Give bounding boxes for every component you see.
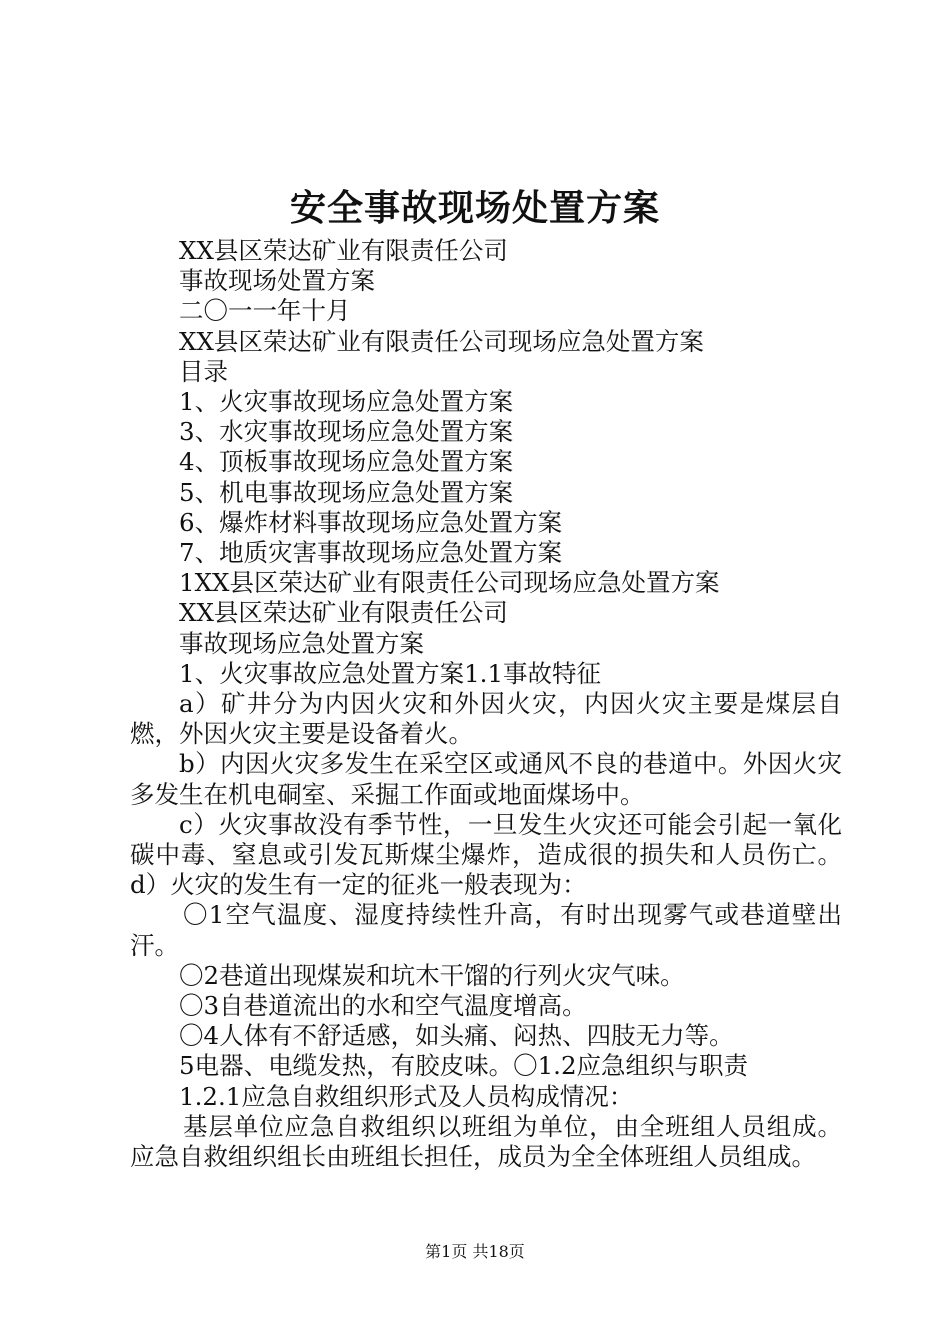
paragraph-org-heading: 1.2.1应急自救组织形式及人员构成情况： (179, 1081, 634, 1111)
toc-item: 6、爆炸材料事故现场应急处置方案 (179, 507, 563, 537)
paragraph-sign-5: 5电器、电缆发热，有胶皮味。〇1.2应急组织与职责 (179, 1051, 749, 1081)
document-title: 安全事故现场处置方案 (289, 187, 660, 229)
toc-item: 4、顶板事故现场应急处置方案 (179, 447, 514, 477)
paragraph-sign-4: 〇4人体有不舒适感，如头痛、闷热、四肢无力等。 (179, 1021, 734, 1051)
paragraph-fire-a: a）矿井分为内因火灾和外因火灾，内因火灾主要是煤层自燃，外因火灾主要是设备着火。 (130, 689, 842, 749)
paragraph-org-body: 基层单位应急自救组织以班组为单位，由全班组人员组成。应急自救组织组长由班组长担任，成员为全全体班组人员组成。 (130, 1111, 842, 1172)
paragraph-date: 二〇一一年十月 (179, 296, 351, 326)
page-footer: 第1页 共18页 (425, 1242, 525, 1261)
paragraph-sign-1: 〇1空气温度、湿度持续性升高，有时出现雾气或巷道壁出汗。 (130, 900, 842, 960)
paragraph-sign-2: 〇2巷道出现煤炭和坑木干馏的行列火灾气味。 (179, 960, 685, 990)
paragraph-sign-3: 〇3自巷道流出的水和空气温度增高。 (179, 991, 587, 1021)
paragraph-plan-name: 事故现场处置方案 (179, 266, 375, 296)
paragraph-company-name: XX县区荣达矿业有限责任公司 (179, 236, 508, 265)
paragraph-plan-title: XX县区荣达矿业有限责任公司现场应急处置方案 (179, 326, 704, 356)
toc-item: 5、机电事故现场应急处置方案 (179, 477, 514, 507)
paragraph-section-title: 1XX县区荣达矿业有限责任公司现场应急处置方案 (179, 568, 720, 598)
paragraph-company-name-2: XX县区荣达矿业有限责任公司 (179, 598, 508, 628)
paragraph-plan-name-2: 事故现场应急处置方案 (179, 628, 424, 658)
toc-item: 3、水灾事故现场应急处置方案 (179, 417, 514, 447)
paragraph-fire-b: b）内因火灾多发生在采空区或通风不良的巷道中。外因火灾多发生在机电硐室、采掘工作面或地面煤场中。 (130, 749, 842, 809)
paragraph-fire-heading: 1、火灾事故应急处置方案1.1事故特征 (179, 658, 602, 688)
toc-item: 7、地质灾害事故现场应急处置方案 (179, 538, 563, 568)
toc-item: 1、火灾事故现场应急处置方案 (179, 387, 514, 417)
document-body (130, 236, 842, 1172)
paragraph-toc-heading: 目录 (179, 356, 228, 386)
paragraph-fire-c: c）火灾事故没有季节性，一旦发生火灾还可能会引起一氧化碳中毒、窒息或引发瓦斯煤尘爆炸，造成很的损失和人员伤亡。d）火灾的发生有一定的征兆一般表现为： (130, 809, 842, 900)
